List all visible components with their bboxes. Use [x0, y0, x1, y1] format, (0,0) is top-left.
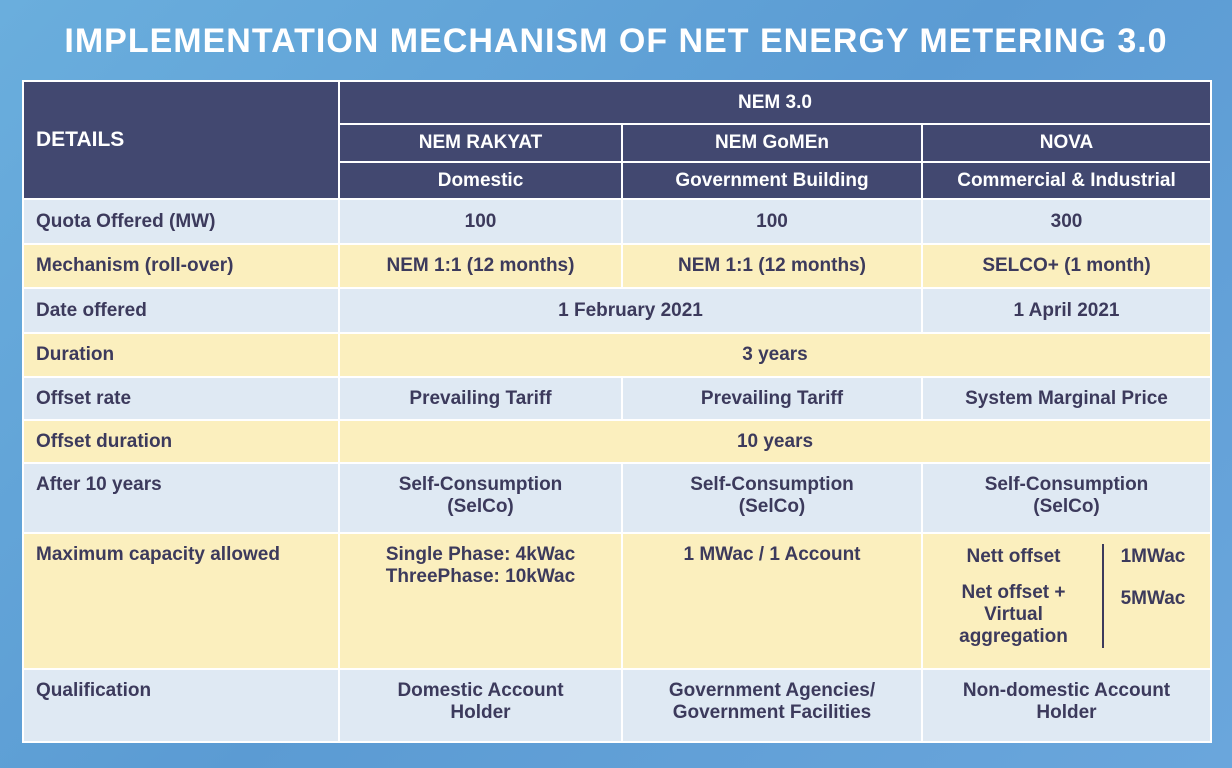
col-header-nem-rakyat: NEM RAKYAT: [339, 124, 622, 162]
row-label: Qualification: [23, 669, 339, 742]
cell-value: Self-Consumption (SelCo): [339, 463, 622, 533]
cell-value: [339, 533, 622, 669]
cell-value: 100: [339, 199, 622, 244]
cell-value: 100: [622, 199, 922, 244]
row-label: Duration: [23, 333, 339, 377]
cell-value: [922, 533, 1211, 669]
row-date-offered: [23, 288, 1211, 333]
segment-commercial: Commercial & Industrial: [922, 162, 1211, 199]
header-row-group: [23, 81, 1211, 124]
row-offset-duration: [23, 420, 1211, 463]
virtual-aggregation-value: 5MWac: [1120, 588, 1186, 609]
cell-value: Non-domestic Account Holder: [922, 669, 1211, 742]
row-label: Maximum capacity allowed: [23, 533, 339, 669]
cell-value: Government Agencies/ Government Facilities: [622, 669, 922, 742]
cell-value: SELCO+ (1 month): [922, 244, 1211, 288]
capacity-three-phase: ThreePhase: 10kWac: [385, 566, 576, 587]
row-label: Quota Offered (MW): [23, 199, 339, 244]
row-quota: [23, 199, 1211, 244]
cell-value: NEM 1:1 (12 months): [339, 244, 622, 288]
column-divider: [1102, 544, 1104, 648]
segment-domestic: Domestic: [339, 162, 622, 199]
col-header-nem-gomen: NEM GoMEn: [622, 124, 922, 162]
nett-offset-value: 1MWac: [1120, 546, 1186, 567]
cell-value: 10 years: [339, 420, 1211, 463]
col-header-nova: NOVA: [922, 124, 1211, 162]
nem30-header: NEM 3.0: [339, 81, 1211, 124]
cell-value: 1 April 2021: [922, 288, 1211, 333]
details-header: DETAILS: [23, 81, 339, 199]
row-after-10-years: [23, 463, 1211, 533]
row-label: After 10 years: [23, 463, 339, 533]
row-label: Offset rate: [23, 377, 339, 420]
cell-value: 3 years: [339, 333, 1211, 377]
page-title: IMPLEMENTATION MECHANISM OF NET ENERGY METERING 3.0: [64, 22, 1168, 60]
cell-value: Domestic Account Holder: [339, 669, 622, 742]
cell-value: Prevailing Tariff: [622, 377, 922, 420]
row-label: Offset duration: [23, 420, 339, 463]
cell-value: 1 February 2021: [339, 288, 922, 333]
capacity-single-phase: Single Phase: 4kWac: [385, 544, 576, 565]
virtual-aggregation-label: Net offset + Virtual aggregation: [959, 582, 1068, 647]
row-label: Date offered: [23, 288, 339, 333]
nem-comparison-table: [22, 80, 1212, 743]
cell-value: 300: [922, 199, 1211, 244]
cell-value: Self-Consumption (SelCo): [922, 463, 1211, 533]
cell-value: System Marginal Price: [922, 377, 1211, 420]
row-mechanism: [23, 244, 1211, 288]
cell-value: Self-Consumption (SelCo): [622, 463, 922, 533]
nett-offset-label: Nett offset: [966, 546, 1061, 567]
cell-value: Prevailing Tariff: [339, 377, 622, 420]
cell-value: NEM 1:1 (12 months): [622, 244, 922, 288]
row-max-capacity: [23, 533, 1211, 669]
nova-capacity-breakdown: [931, 544, 1196, 648]
row-qualification: [23, 669, 1211, 742]
segment-government: Government Building: [622, 162, 922, 199]
row-duration: [23, 333, 1211, 377]
row-label: Mechanism (roll-over): [23, 244, 339, 288]
cell-value: 1 MWac / 1 Account: [622, 533, 922, 669]
row-offset-rate: [23, 377, 1211, 420]
